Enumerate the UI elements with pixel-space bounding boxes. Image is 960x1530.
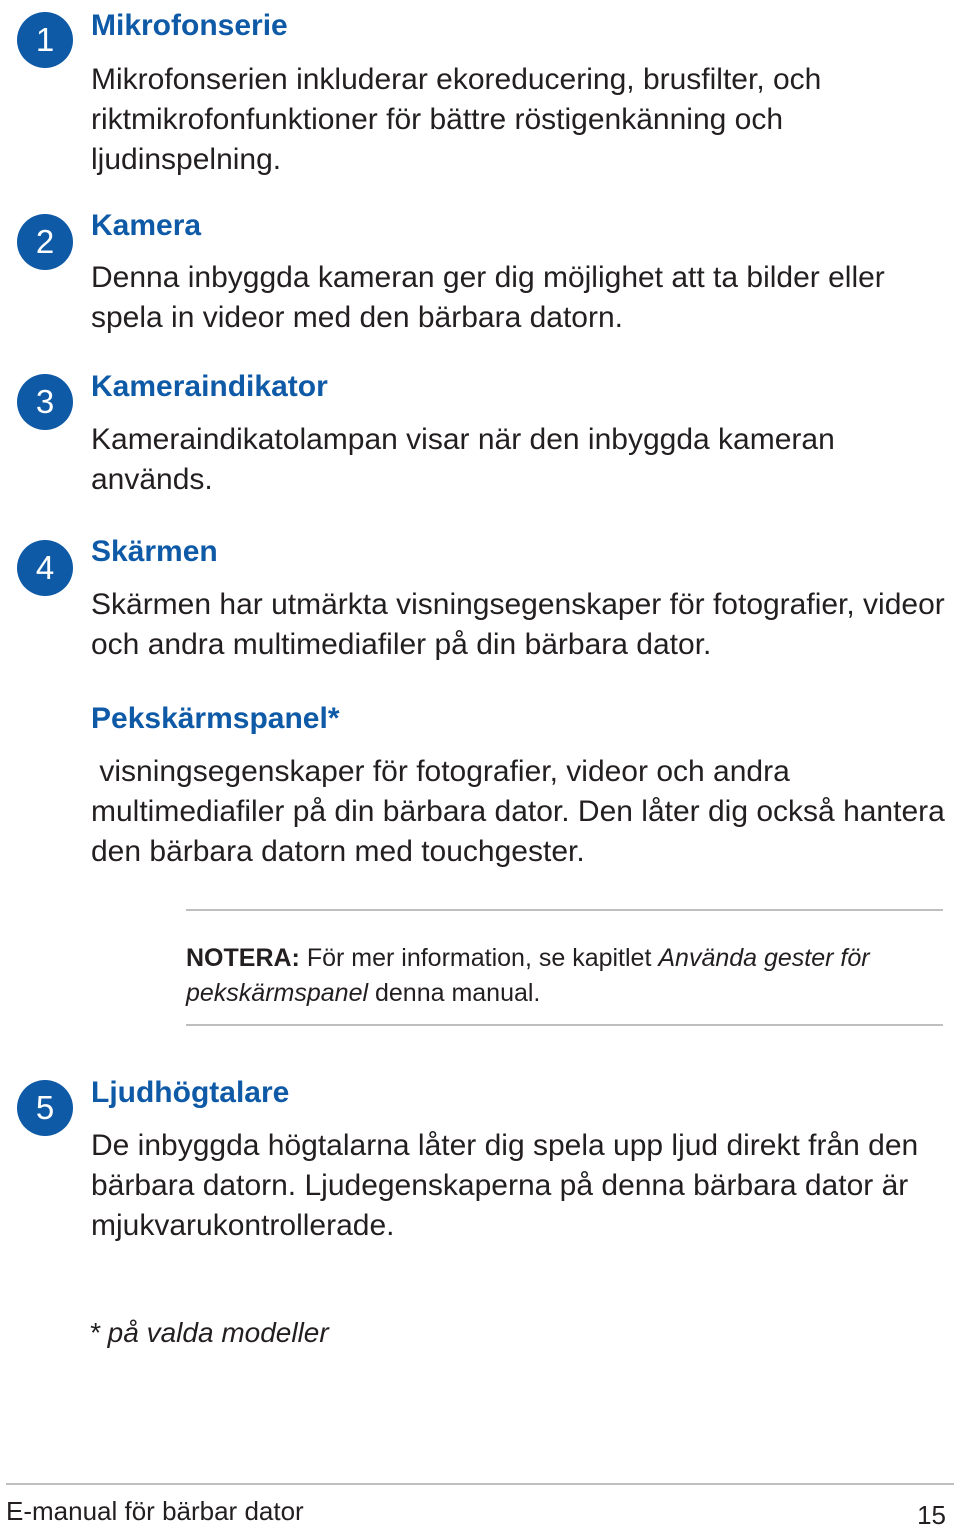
note-top-divider	[186, 909, 943, 911]
section-number-badge-4: 4	[17, 540, 73, 596]
section-text-skarmen: Skärmen har utmärkta visningsegenskaper för fotografier, videor och andra multimediafiler på din bärbara dator.	[91, 588, 945, 661]
section-text-ljudhogtalare: De inbyggda högtalarna låter dig spela upp ljud direkt från den bärbara datorn. Ljudegenskaperna på denna bärbara dator är mjukvarukontrollerade.	[91, 1129, 919, 1242]
note-text-before: För mer information, se kapitlet	[299, 944, 659, 972]
section-heading-mikrofonserie: Mikrofonserie	[91, 9, 288, 42]
section-heading-kamera: Kamera	[91, 209, 202, 242]
note-bottom-divider	[186, 1024, 943, 1026]
section-number-badge-5: 5	[17, 1080, 73, 1136]
section-number-badge-1: 1	[17, 12, 73, 68]
footer-title: E-manual för bärbar dator	[6, 1496, 304, 1526]
footnote: * på valda modeller	[89, 1317, 329, 1348]
section-text-kameraindikator: Kameraindikatolampan visar när den inbyggda kameran används.	[91, 423, 835, 496]
section-text-mikrofonserie: Mikrofonserien inkluderar ekoreducering, brusfilter, och riktmikrofonfunktioner för bättre röstigenkänning och ljudinspelning.	[91, 63, 822, 176]
page-number: 15	[917, 1500, 946, 1530]
section-heading-kameraindikator: Kameraindikator	[91, 370, 328, 403]
section-text-pekskarmspanel: visningsegenskaper för fotografier, videor och andra multimediafiler på din bärbara dator. Den låter dig också hantera den bärbara datorn med touchgester.	[91, 755, 954, 868]
note-chapter-reference: Använda gester för pekskärmspanel	[186, 944, 870, 1007]
section-heading-pekskarmspanel: Pekskärmspanel*	[91, 702, 340, 735]
section-number-badge-2: 2	[17, 214, 73, 270]
footer-divider	[6, 1483, 954, 1485]
note-block	[186, 941, 943, 1011]
note-text-after: denna manual.	[368, 979, 541, 1007]
section-number-badge-3: 3	[17, 374, 73, 430]
section-heading-ljudhogtalare: Ljudhögtalare	[91, 1076, 290, 1109]
section-text-kamera: Denna inbyggda kameran ger dig möjlighet att ta bilder eller spela in videor med den bärbara datorn.	[91, 261, 885, 334]
section-heading-skarmen: Skärmen	[91, 535, 218, 568]
note-label: NOTERA:	[186, 944, 300, 972]
